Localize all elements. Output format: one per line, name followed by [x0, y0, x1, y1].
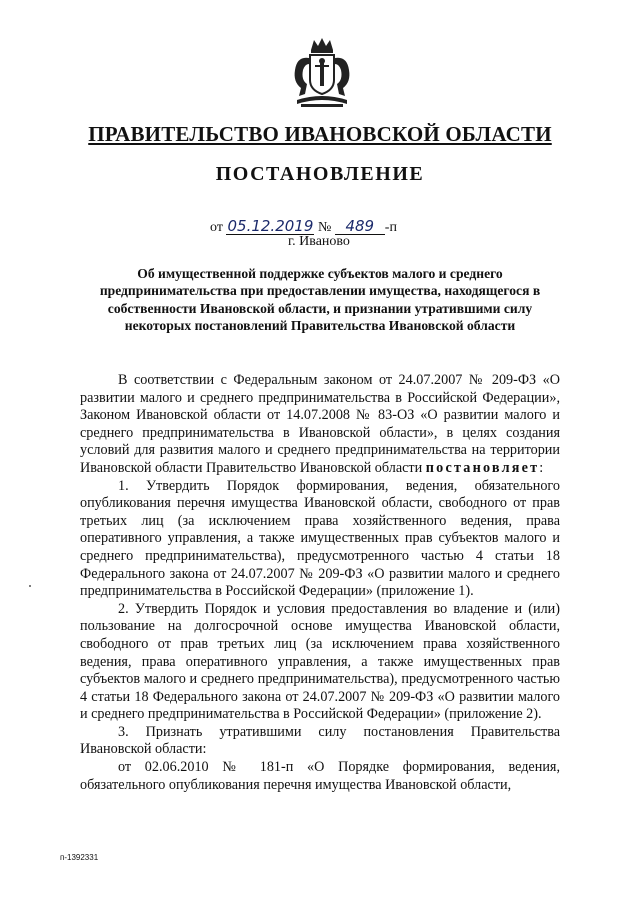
- item-1: 1. Утвердить Порядок формирования, ведения, обязательного опубликования перечня имущества Ивановской области, свободного от прав третьих лиц (за исключением права хозяйственного ведения, права оперативного управления, а также имущественных прав субъектов малого и среднего предпринимательства), предусмотренного частью 4 статьи 18 Федерального закона от 24.07.2007 № 209-ФЗ «О развитии малого и среднего предпринимательства в Российской Федерации» (приложение 1).: [80, 477, 560, 600]
- date-prefix: от: [210, 220, 223, 235]
- document-body: [80, 372, 560, 794]
- government-title: ПРАВИТЕЛЬСТВО ИВАНОВСКОЙ ОБЛАСТИ: [88, 122, 552, 146]
- item-2: 2. Утвердить Порядок и условия предоставления во владение и (или) пользование на долгосрочной основе имущества Ивановской области, свободного от прав третьих лиц (за исключением права хозяйственного ведения, права оперативного управления, а также имущественных прав субъектов малого и среднего предпринимательства), предусмотренного частью 4 статьи 18 Федерального закона от 24.07.2007 № 209-ФЗ «О развитии малого и среднего предпринимательства в Российской Федерации» (приложение 2).: [80, 600, 560, 723]
- item-3-subitem: от 02.06.2010 № 181-п «О Порядке формирования, ведения, обязательного опубликования перечня имущества Ивановской области,: [80, 759, 560, 793]
- city: г. Иваново: [288, 234, 350, 249]
- date-handwritten: 05.12.2019: [227, 217, 314, 235]
- intro-paragraph: В соответствии с Федеральным законом от 24.07.2007 № 209-ФЗ «О развитии малого и среднего предпринимательства в Российской Федерации», Законом Ивановской области от 14.07.2008 № 83-ОЗ «О развитии малого и среднего предпринимательства в Ивановской области», в целях создания условий для развития малого и среднего предпринимательства на территории Ивановской области Правительство Ивановской области постановляет:: [80, 372, 560, 476]
- number-sign: №: [317, 220, 332, 235]
- intro-text: В соответствии с Федеральным законом от 24.07.2007 № 209-ФЗ «О развитии малого и среднего предпринимательства в Российской Федерации», Законом Ивановской области от 14.07.2008 № 83-ОЗ «О развитии малого и среднего предпринимательства в Ивановской области», в целях создания условий для развития малого и среднего предпринимательства на территории Ивановской области Правительство Ивановской области: [80, 372, 560, 476]
- footer-code: п-1392331: [60, 853, 99, 862]
- item-3: 3. Признать утратившими силу постановления Правительства Ивановской области:: [80, 723, 560, 758]
- number-handwritten: 489: [335, 219, 385, 235]
- number-suffix: -п: [384, 220, 397, 235]
- margin-mark: [29, 585, 31, 587]
- coat-of-arms-emblem: [289, 36, 355, 110]
- document-type: ПОСТАНОВЛЕНИЕ: [215, 163, 425, 185]
- document-heading: Об имущественной поддержке субъектов малого и среднего предпринимательства при предоставлении имущества, находящегося в собственности Ивановской области, и признании утратившими силу некоторых постановлений Правительства Ивановской области: [99, 266, 541, 334]
- decree-word: постановляет: [425, 459, 540, 476]
